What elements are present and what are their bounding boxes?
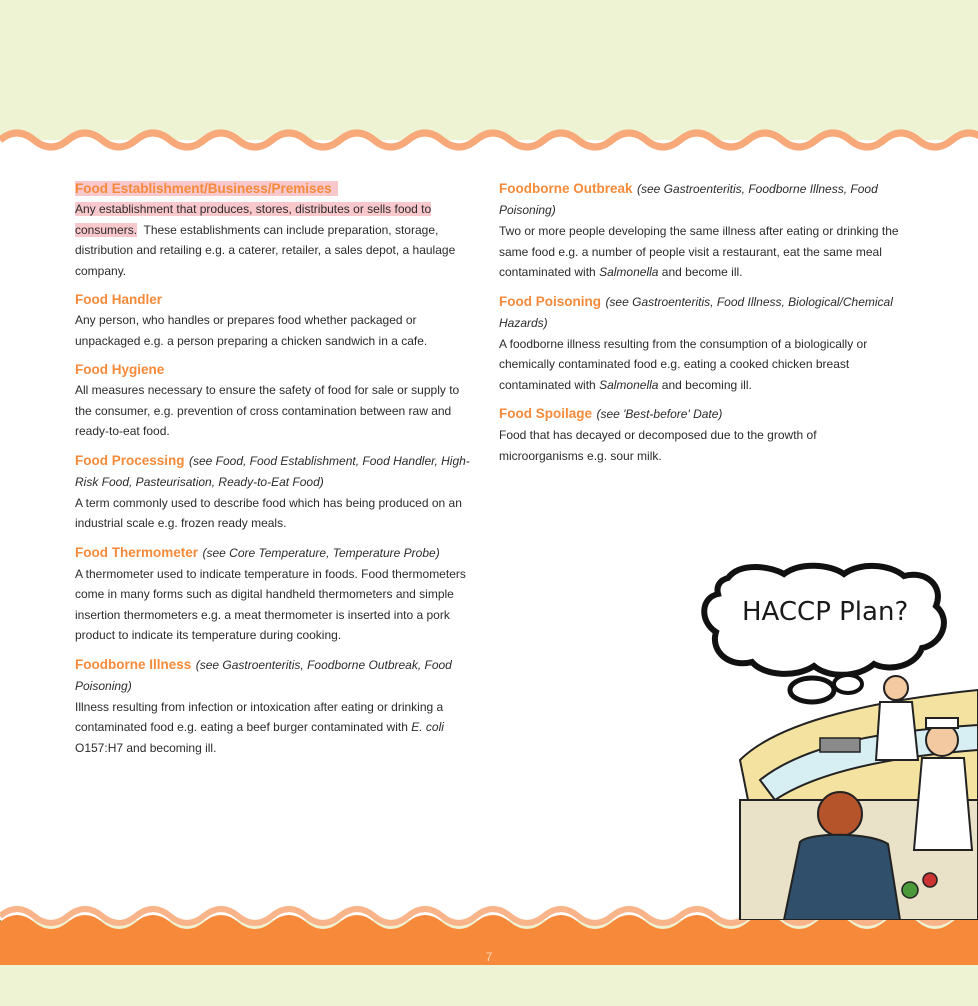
def-post: and become ill. <box>661 265 743 279</box>
thought-dot-2 <box>834 675 862 693</box>
entry-food-spoilage <box>499 403 899 466</box>
bottom-strip <box>0 965 978 1006</box>
term-food-poisoning: Food Poisoning <box>499 293 601 309</box>
see-food-processing: (see Food, Food Establishment, Food Handler, High-Risk Food, Pasteurisation, Ready-to-Eat Food) <box>75 453 470 489</box>
chef-body <box>914 758 972 850</box>
entry-food-hygiene <box>75 359 475 442</box>
def-food-establishment <box>75 199 475 281</box>
def-post: O157:H7 and becoming ill. <box>75 740 217 755</box>
term-food-spoilage: Food Spoilage <box>499 406 592 421</box>
term-foodborne-illness: Foodborne Illness <box>75 656 192 672</box>
def-foodborne-outbreak <box>499 221 899 283</box>
server-head <box>884 676 908 700</box>
see-food-thermometer: (see Core Temperature, Temperature Probe) <box>202 545 440 560</box>
page-number: 7 <box>485 950 493 964</box>
def-pre: Two or more people developing the same illness after eating or drinking the same food e.g. a number of people visit a restaurant, eat the same meal contaminated with <box>499 224 899 279</box>
def-italic: Salmonella <box>599 377 659 392</box>
def-pre: Illness resulting from infection or intoxication after eating or drinking a contaminated food e.g. eating a beef burger contaminated with <box>75 699 444 734</box>
term-food-hygiene: Food Hygiene <box>75 362 165 377</box>
def-food-processing: A term commonly used to describe food which has being produced on an industrial scale e.g. frozen ready meals. <box>75 495 462 530</box>
entry-food-handler <box>75 289 475 351</box>
def-post: and becoming ill. <box>661 377 752 392</box>
def-food-poisoning <box>499 334 899 396</box>
def-rest: These establishments can include preparation, storage, distribution and retailing e.g. a caterer, retailer, a sales depot, a haulage company. <box>75 222 456 278</box>
entry-foodborne-outbreak <box>499 178 899 283</box>
def-italic: E. coli <box>411 720 444 734</box>
customer-body <box>784 835 900 920</box>
def-food-spoilage: Food that has decayed or decomposed due to the growth of microorganisms e.g. sour milk. <box>499 428 817 463</box>
entry-food-thermometer <box>75 542 475 646</box>
food-item <box>923 873 937 887</box>
def-food-handler: Any person, who handles or prepares food whether packaged or unpackaged e.g. a person preparing a chicken sandwich in a cafe. <box>75 313 428 348</box>
see-foodborne-outbreak: (see Gastroenteritis, Foodborne Illness, Food Poisoning) <box>499 182 878 217</box>
term-food-establishment: Food Establishment/Business/Premises <box>75 181 338 196</box>
see-food-poisoning: (see Gastroenteritis, Food Illness, Biological/Chemical Hazards) <box>499 294 893 330</box>
entry-food-establishment <box>75 178 475 281</box>
term-food-thermometer: Food Thermometer <box>75 544 199 560</box>
chef-hat <box>926 718 958 728</box>
def-italic: Salmonella <box>599 265 659 279</box>
term-food-handler: Food Handler <box>75 292 162 307</box>
bubble-text: HACCP Plan? <box>742 597 909 627</box>
top-wave-border <box>0 118 978 166</box>
term-foodborne-outbreak: Foodborne Outbreak <box>499 181 633 196</box>
def-pre: A foodborne illness resulting from the consumption of a biologically or chemically contaminated food e.g. eating a cooked chicken breast contaminated with <box>499 336 868 392</box>
entry-food-processing <box>75 450 475 534</box>
right-column <box>499 178 899 474</box>
left-column <box>75 178 475 766</box>
def-foodborne-illness <box>75 697 475 759</box>
def-food-hygiene: All measures necessary to ensure the safety of food for sale or supply to the consumer, e.g. prevention of cross contamination between raw and ready-to-eat food. <box>75 383 460 438</box>
food-item <box>902 882 918 898</box>
server-body <box>876 702 918 760</box>
def-food-thermometer: A thermometer used to indicate temperature in foods. Food thermometers come in many forms such as digital handheld thermometers and simple insertion thermometers e.g. a meat thermometer is inserted into a pork product to indicate its temperature during cooking. <box>75 566 466 642</box>
entry-food-poisoning <box>499 291 899 396</box>
see-foodborne-illness: (see Gastroenteritis, Foodborne Outbreak, Food Poisoning) <box>75 657 452 693</box>
def-highlight: Any establishment that produces, stores, distributes or sells food to consumers. <box>75 202 432 237</box>
term-food-processing: Food Processing <box>75 452 185 468</box>
see-food-spoilage: (see 'Best-before' Date) <box>596 407 723 421</box>
food-tray <box>820 738 860 752</box>
customer-head <box>818 792 862 836</box>
entry-foodborne-illness <box>75 654 475 759</box>
thought-dot-1 <box>790 678 834 702</box>
